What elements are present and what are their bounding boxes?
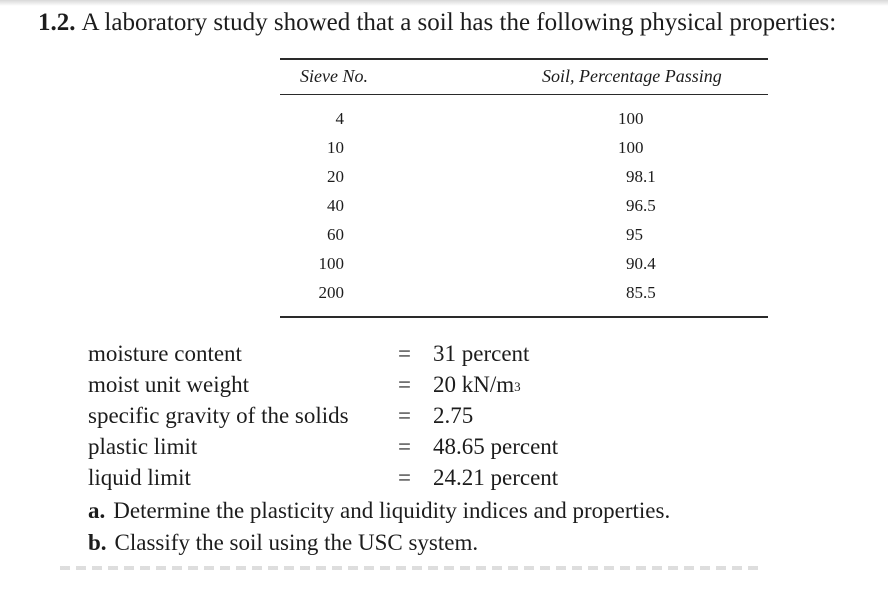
task-text: Classify the soil using the USC system. [114,530,479,555]
sieve-table [280,58,768,318]
table-header [280,60,768,94]
percent-passing: 98.1 [626,167,656,186]
percent-passing: 90.4 [626,254,656,273]
property-label: plastic limit [88,434,198,459]
property-value: 48.65 percent [433,434,559,459]
equals-sign: = [398,341,411,366]
percent-passing: 100 [618,138,644,157]
page-top-edge [0,0,888,6]
problem-statement: A laboratory study showed that a soil has the following physical properties: [81,9,837,36]
equals-sign: = [398,465,411,490]
task-letter: b. [88,530,107,555]
table-row [280,194,768,223]
sieve-number: 40 [327,196,344,215]
property-value: 31 percent [433,341,530,366]
equals-sign: = [398,434,411,459]
table-row [280,223,768,252]
task-item [88,495,670,527]
property-value-with-unit [433,369,521,400]
unit-superscript: 3 [514,379,521,394]
property-label: moisture content [88,341,242,366]
equals-sign: = [398,403,411,428]
percent-passing: 96.5 [626,196,656,215]
table-row [280,136,768,165]
problem-heading [38,8,836,38]
property-value: 2.75 [433,403,474,428]
cropped-next-line [60,566,760,570]
sieve-number: 10 [327,138,344,157]
percent-passing: 85.5 [626,283,656,302]
percent-passing: 95 [626,225,643,244]
property-value: 24.21 percent [433,465,559,490]
sieve-number: 20 [327,167,344,186]
task-text: Determine the plasticity and liquidity indices and properties. [113,498,671,523]
table-bottom-rule [280,316,768,318]
property-value: 20 kN/m [433,372,515,397]
sieve-number: 4 [335,109,344,128]
percent-passing: 100 [618,109,644,128]
property-label: moist unit weight [88,372,249,397]
sieve-number: 200 [318,283,344,302]
table-row [280,281,768,310]
task-letter: a. [88,498,106,523]
header-sieve-no: Sieve No. [300,66,368,86]
header-percentage-passing: Soil, Percentage Passing [542,66,722,86]
table-row [280,107,768,136]
table-row [280,165,768,194]
table-row [280,252,768,281]
equals-sign: = [398,372,411,397]
property-label: liquid limit [88,465,191,490]
sieve-number: 100 [318,254,344,273]
property-label: specific gravity of the solids [88,403,349,428]
problem-number: 1.2. [38,9,76,36]
task-item [88,527,670,559]
task-list [88,495,670,559]
table-body [280,95,768,316]
sieve-number: 60 [327,225,344,244]
